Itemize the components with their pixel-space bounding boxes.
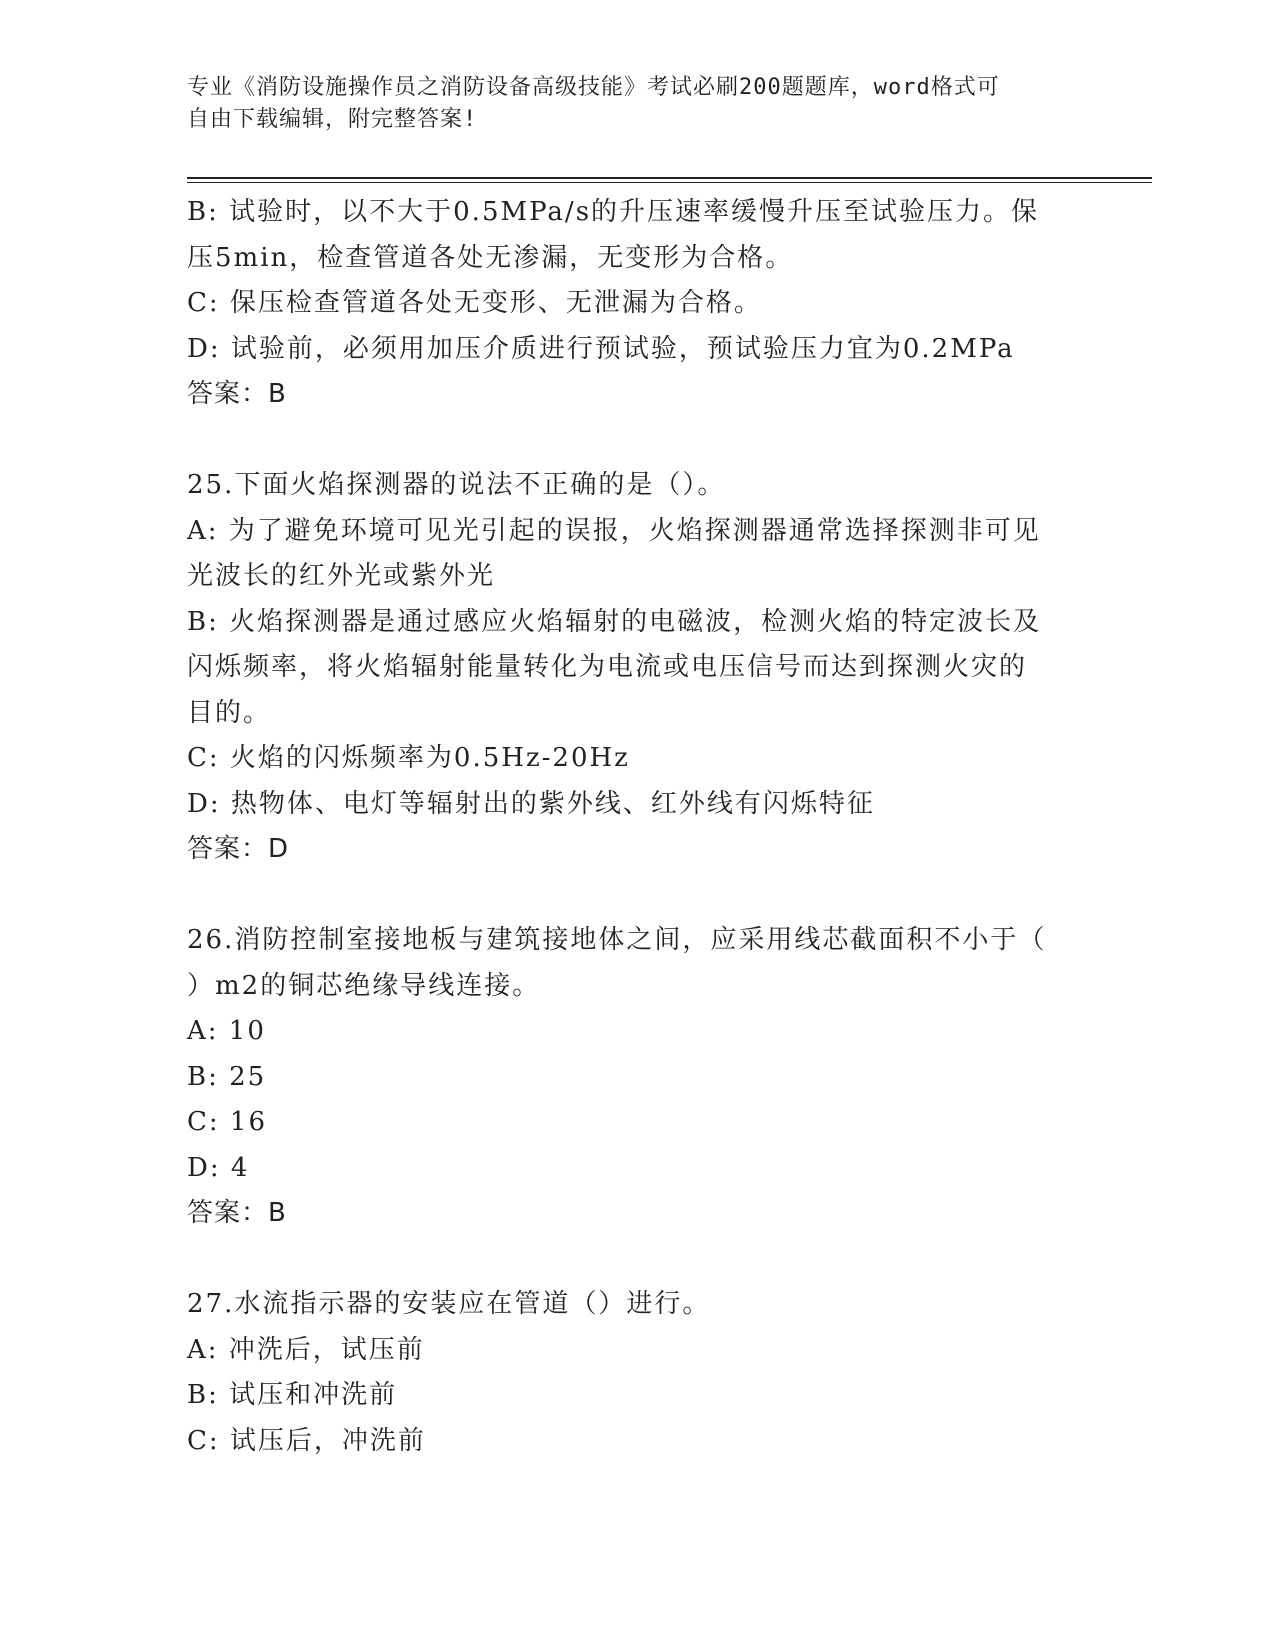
option-d: D: 4 [187,1152,250,1183]
option-b: B: 25 [187,1061,267,1092]
option-d: D: 热物体、电灯等辐射出的紫外线、红外线有闪烁特征 [187,788,875,819]
question-26 [187,918,1087,1237]
option-d: D: 试验前，必须用加压介质进行预试验，预试验压力宜为0.2MPa [187,333,1015,364]
spacer [187,1237,1087,1283]
question-24-continued [187,190,1087,418]
option-b-line-2: 压5min，检查管道各处无渗漏，无变形为合格。 [187,242,794,273]
spacer [187,418,1087,464]
option-a: A: 冲洗后，试压前 [187,1334,425,1365]
answer: 答案：B [187,1198,287,1228]
question-text-line-1: 26.消防控制室接地板与建筑接地体之间，应采用线芯截面积不小于（ [187,925,1047,955]
option-b-line-1: B: 试验时，以不大于0.5MPa/s的升压速率缓慢升压至试验压力。保 [187,197,1040,227]
option-b-line-3: 目的。 [187,697,272,728]
option-b-line-1: B: 火焰探测器是通过感应火焰辐射的电磁波，检测火焰的特定波长及 [187,606,1042,637]
option-c: C: 16 [187,1107,268,1137]
spacer [187,873,1087,919]
option-a-line-2: 光波长的红外光或紫外光 [187,561,496,591]
document-header [187,72,1067,136]
question-27 [187,1282,1087,1464]
document-body [187,190,1087,1464]
option-b: B: 试压和冲洗前 [187,1380,398,1410]
question-text-line-2: ）m2的铜芯绝缘导线连接。 [187,970,541,1001]
question-text: 27.水流指示器的安装应在管道（）进行。 [187,1289,711,1319]
option-a-line-1: A: 为了避免环境可见光引起的误报，火焰探测器通常选择探测非可见 [187,515,1041,546]
header-divider-thin [187,182,1152,183]
answer: 答案：B [187,379,287,409]
answer: 答案：D [187,834,290,864]
option-c: C: 火焰的闪烁频率为0.5Hz-20Hz [187,743,630,773]
question-25 [187,463,1087,873]
question-text: 25.下面火焰探测器的说法不正确的是（）。 [187,470,726,500]
option-c: C: 保压检查管道各处无变形、无泄漏为合格。 [187,288,762,318]
option-a: A: 10 [187,1016,266,1046]
header-divider-thick [187,177,1152,179]
header-line-2: 自由下载编辑，附完整答案! [187,107,478,132]
header-line-1: 专业《消防设施操作员之消防设备高级技能》考试必刷200题题库，word格式可 [187,75,1000,100]
option-c: C: 试压后，冲洗前 [187,1425,426,1456]
option-b-line-2: 闪烁频率，将火焰辐射能量转化为电流或电压信号而达到探测火灾的 [187,652,1028,682]
